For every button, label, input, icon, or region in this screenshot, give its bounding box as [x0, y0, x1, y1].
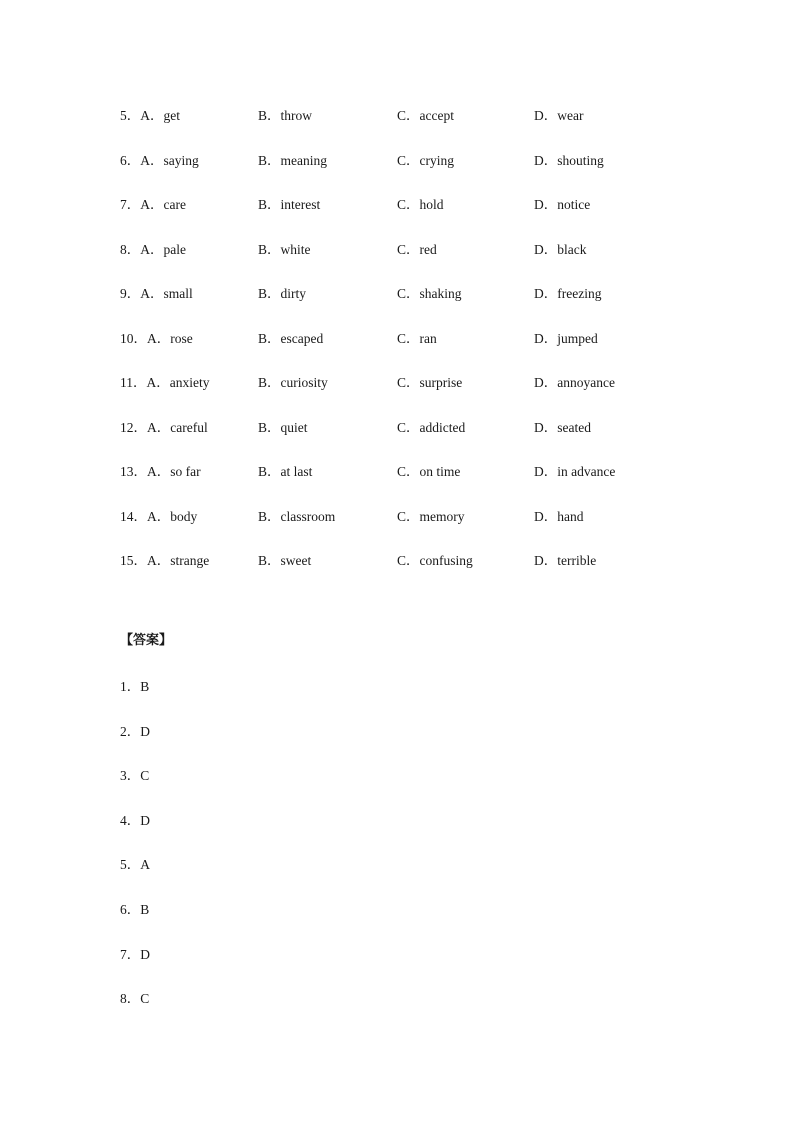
question-list	[120, 104, 680, 594]
answer-item: 3．C	[120, 768, 150, 784]
answer-heading: 【答案】	[120, 633, 173, 648]
option-d: D．hand	[534, 508, 584, 524]
answer-item: 8．C	[120, 991, 150, 1007]
option-b: B．sweet	[258, 553, 312, 568]
question-row	[120, 371, 680, 416]
option-a: 8．A．pale	[120, 241, 186, 257]
option-c: C．on time	[397, 464, 461, 479]
answer-item: 4．D	[120, 812, 150, 828]
option-c: C．shaking	[397, 286, 462, 301]
option-d: D．terrible	[534, 553, 597, 568]
option-c: C．accept	[397, 108, 454, 123]
option-c: C．ran	[397, 330, 437, 346]
option-a: 6．A．saying	[120, 152, 199, 168]
option-c: C．confusing	[397, 553, 473, 568]
option-d: D．shouting	[534, 152, 604, 168]
option-a: 12．A．careful	[120, 419, 208, 435]
option-c: C．crying	[397, 152, 454, 168]
option-a: 13．A．so far	[120, 464, 201, 479]
option-d: D．notice	[534, 197, 591, 212]
question-row	[120, 549, 680, 594]
option-b: B．throw	[258, 108, 312, 123]
question-row	[120, 193, 680, 238]
answer-item: 7．D	[120, 946, 150, 962]
option-b: B．curiosity	[258, 375, 328, 390]
option-b: B．quiet	[258, 419, 308, 435]
option-c: C．memory	[397, 508, 465, 524]
option-a: 11．A．anxiety	[120, 375, 210, 390]
option-a: 7．A．care	[120, 197, 186, 212]
question-row	[120, 505, 680, 550]
option-d: D．wear	[534, 108, 584, 123]
question-row	[120, 282, 680, 327]
option-c: C．addicted	[397, 419, 466, 435]
question-row	[120, 149, 680, 194]
option-c: C．hold	[397, 197, 444, 212]
option-d: D．annoyance	[534, 375, 615, 390]
answer-item: 6．B	[120, 901, 150, 917]
question-row	[120, 238, 680, 283]
option-d: D．seated	[534, 419, 591, 435]
question-row	[120, 460, 680, 505]
option-b: B．dirty	[258, 286, 307, 301]
option-a: 14．A．body	[120, 508, 198, 524]
answer-item: 2．D	[120, 723, 150, 739]
option-b: B．escaped	[258, 330, 324, 346]
option-c: C．surprise	[397, 375, 463, 390]
question-row	[120, 327, 680, 372]
question-row	[120, 104, 680, 149]
option-b: B．white	[258, 241, 311, 257]
option-b: B．at last	[258, 464, 313, 479]
option-d: D．in advance	[534, 464, 616, 479]
answer-item: 1．B	[120, 679, 150, 694]
option-b: B．interest	[258, 197, 321, 212]
option-a: 15．A．strange	[120, 553, 210, 568]
question-row	[120, 416, 680, 461]
option-c: C．red	[397, 241, 437, 257]
option-a: 9．A．small	[120, 286, 193, 301]
option-b: B．classroom	[258, 508, 336, 524]
option-a: 10．A．rose	[120, 330, 193, 346]
option-d: D．black	[534, 241, 587, 257]
answer-item: 5．A	[120, 857, 150, 873]
option-b: B．meaning	[258, 152, 327, 168]
option-d: D．freezing	[534, 286, 602, 301]
option-a: 5．A．get	[120, 108, 180, 123]
answer-list	[120, 675, 150, 1032]
option-d: D．jumped	[534, 330, 598, 346]
